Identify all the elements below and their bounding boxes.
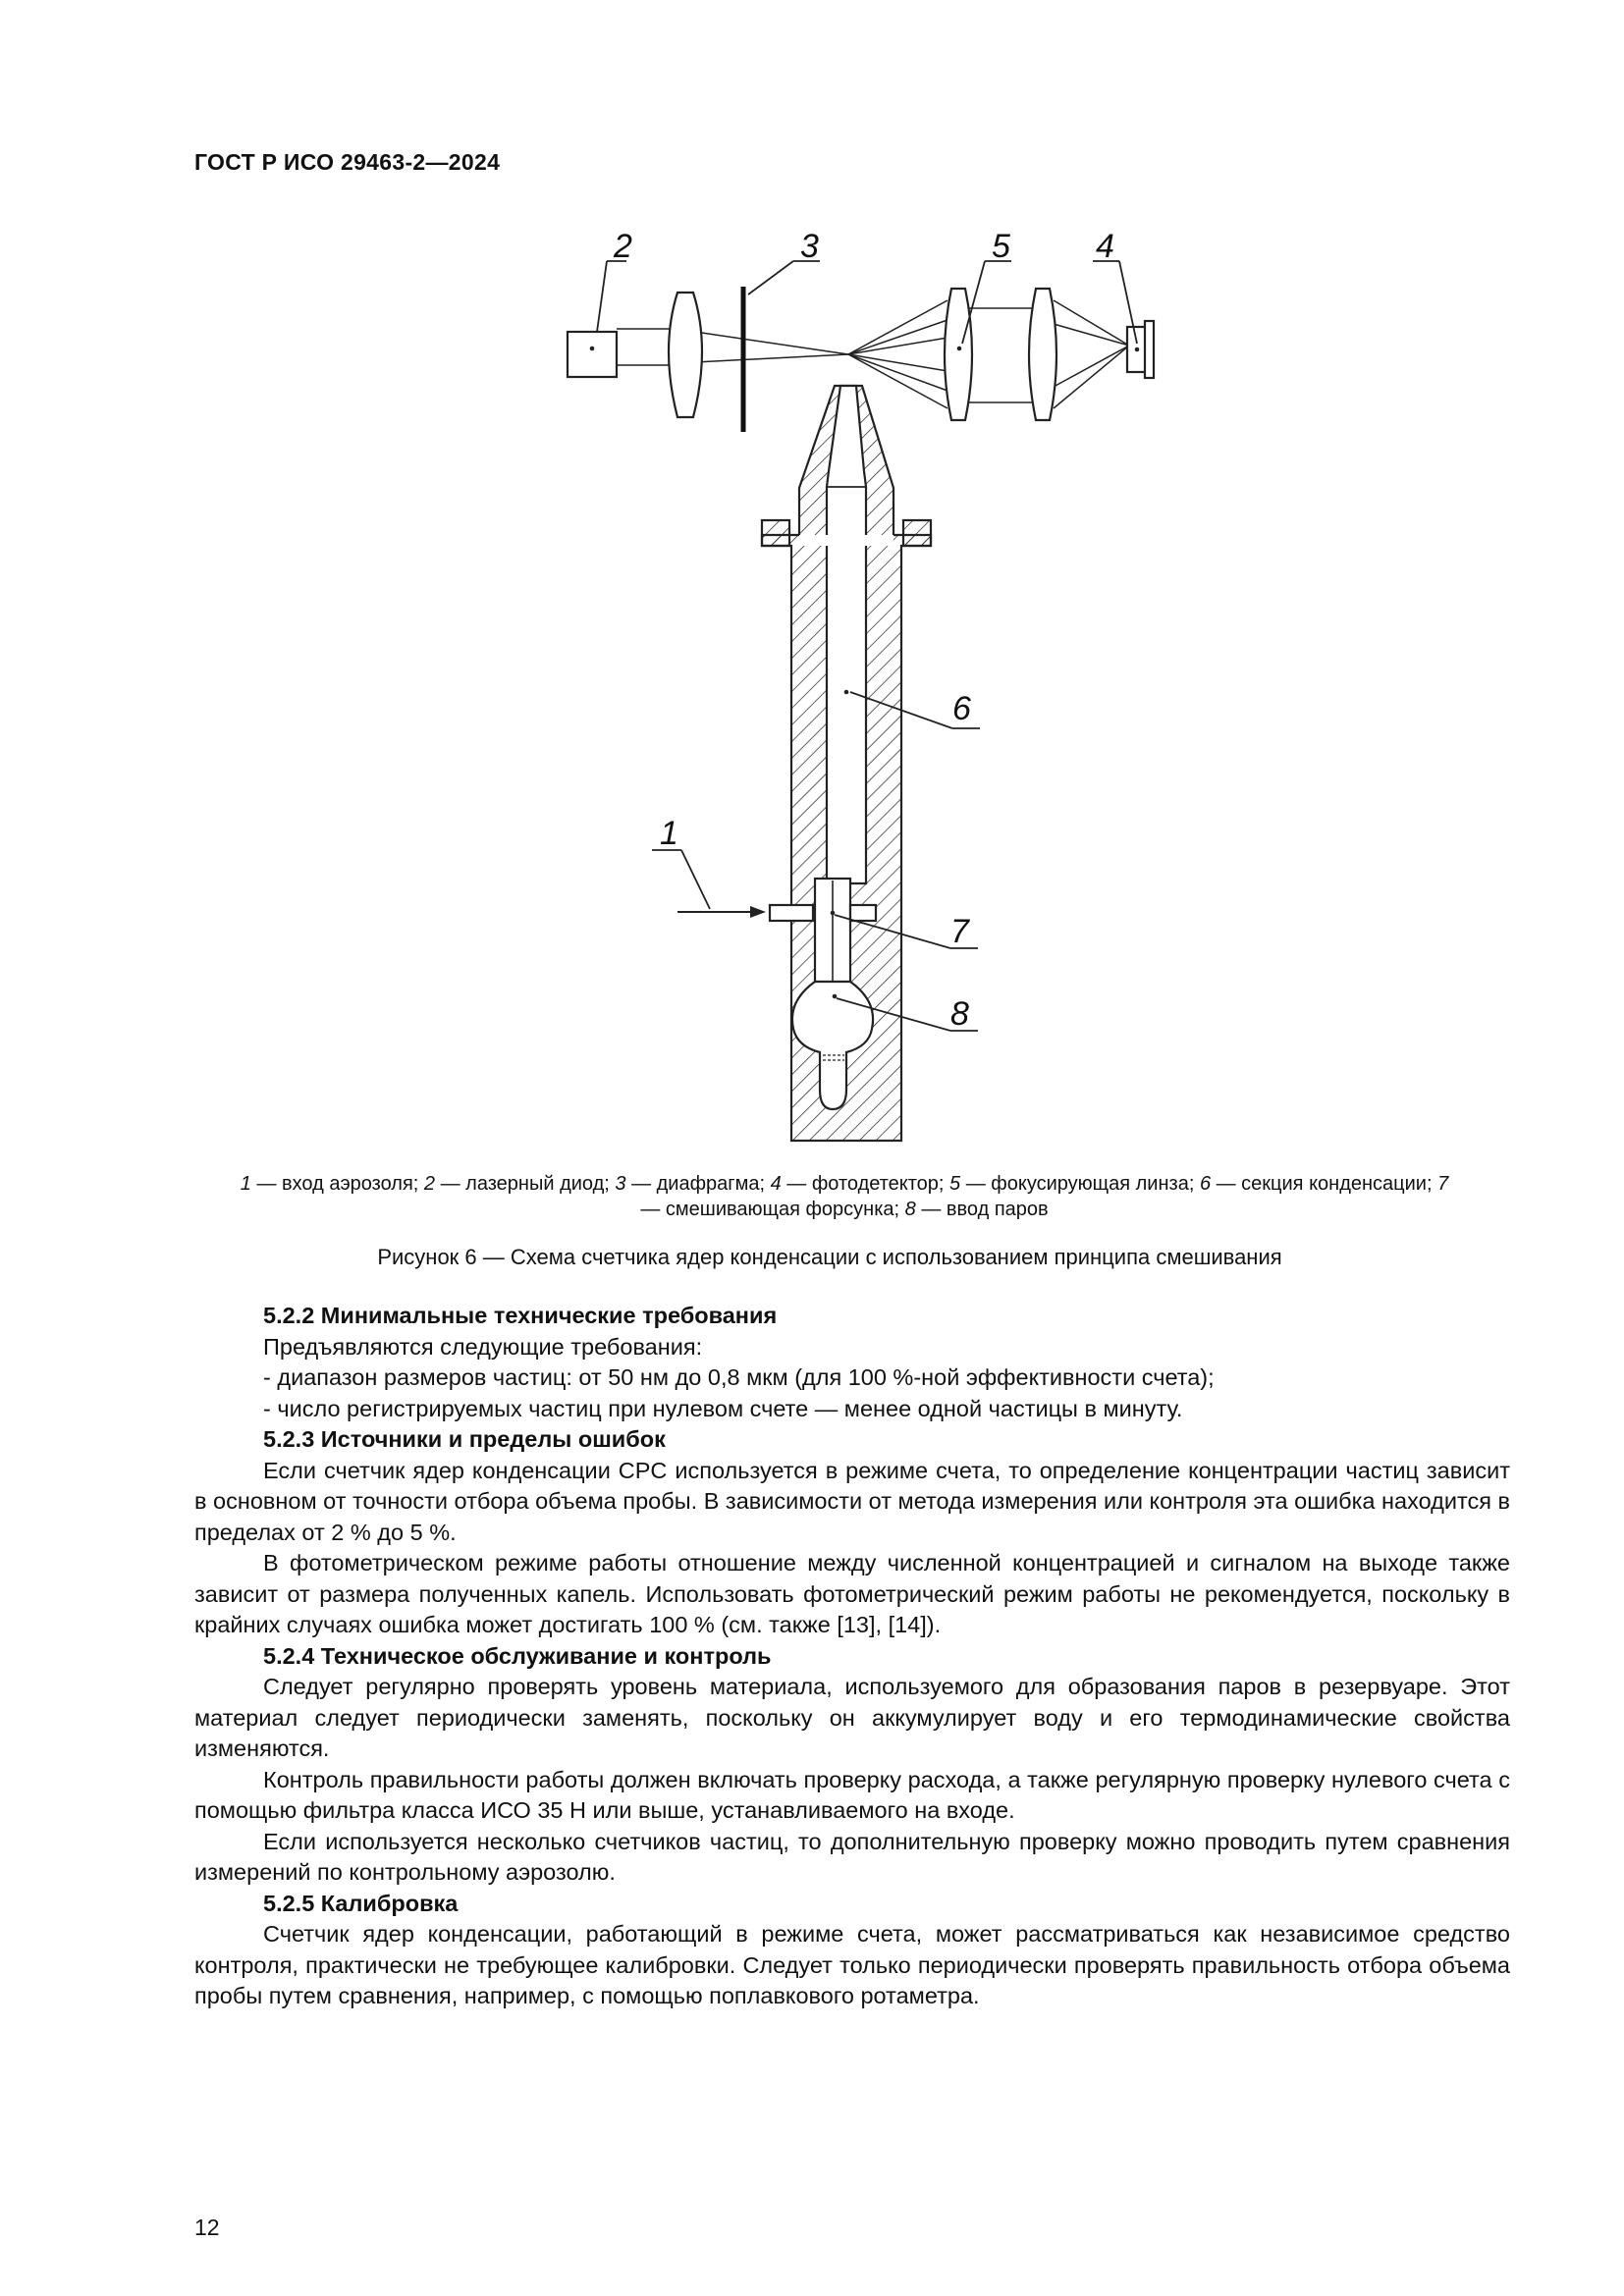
legend-item: 5 — фокусирующая линза; [949,1173,1200,1195]
photodetector [1127,321,1154,378]
paragraph: В фотометрическом режиме работы отношение между численной концентрацией и сигналом на выходе также зависит от размера полученных капель. Использовать фотометрический режим работы не рекомендуется, поскольку в крайних случаях ошибка может достигать 100 % (см. также [13], [14]). [194,1550,1510,1637]
legend-item: 2 — лазерный диод; [423,1173,616,1195]
legend-item: 7 — смешивающая форсунка; [640,1173,1449,1220]
label-2: 2 [614,228,632,265]
list-item: - диапазон размеров частиц: от 50 нм до 0,8 мкм (для 100 %-ной эффективности счета); [263,1364,1215,1390]
legend-item: 3 — диафрагма; [615,1173,771,1195]
laser-diode [568,332,617,377]
focusing-lens-marker [957,347,962,351]
section-heading-5-2-3: 5.2.3 Источники и пределы ошибок [263,1426,666,1452]
label-4: 4 [1096,228,1114,265]
document-body [194,1301,1510,2012]
paragraph: Счетчик ядер конденсации, работающий в режиме счета, может рассматриваться как независимое средство контроля, практически не требующее калибровки. Следует только периодически проверять правильность отбора объема пробы путем сравнения, например, с помощью поплавкового ротаметра. [194,1921,1510,2008]
paragraph: Предъявляются следующие требования: [263,1333,703,1360]
figure-legend [236,1171,1453,1222]
label-7: 7 [950,913,969,950]
paragraph: Контроль правильности работы должен включать проверку расхода, а также регулярную проверку нулевого счета с помощью фильтра класса ИСО 35 Н или выше, устанавливаемого на входе. [194,1766,1510,1823]
focusing-lens-back [1029,289,1056,420]
laser-lens [669,293,702,417]
list-item: - число регистрируемых частиц при нулевом счете — менее одной частицы в минуту. [263,1395,1183,1421]
label-8: 8 [950,995,969,1033]
paragraph: Если используется несколько счетчиков частиц, то дополнительную проверку можно проводить путем сравнения измерений по контрольному аэрозолю. [194,1828,1510,1885]
document-header: ГОСТ Р ИСО 29463-2—2024 [194,149,501,175]
figure-6-diagram [530,216,1237,1158]
label-1: 1 [660,815,678,852]
legend-item: 4 — фотодетектор; [770,1173,950,1195]
section-heading-5-2-5: 5.2.5 Калибровка [263,1890,459,1916]
legend-item: 6 — секция конденсации; [1199,1173,1438,1195]
paragraph: Следует регулярно проверять уровень материала, используемого для образования паров в резервуаре. Этот материал следует периодически заменять, поскольку он аккумулирует воду и его термодинамические свойства изменяются. [194,1674,1510,1761]
aerosol-inlet-arrow [677,906,766,918]
section-heading-5-2-4: 5.2.4 Техническое обслуживание и контроль [263,1642,772,1669]
label-5: 5 [992,228,1010,265]
label-3: 3 [800,228,819,265]
legend-item: 8 — ввод паров [904,1199,1049,1220]
page-number: 12 [194,2215,220,2240]
section-heading-5-2-2: 5.2.2 Минимальные технические требования [263,1303,778,1328]
condensation-marker [844,690,849,695]
figure-caption: Рисунок 6 — Схема счетчика ядер конденсации с использованием принципа смешивания [377,1245,1282,1269]
focusing-lens-front [945,289,972,420]
label-6: 6 [952,690,971,727]
paragraph: Если счетчик ядер конденсации CPC используется в режиме счета, то определение концентрации частиц зависит в основном от точности отбора объема пробы. В зависимости от метода измерения или контроля эта ошибка находится в пределах от 2 % до 5 %. [194,1457,1510,1545]
legend-item: 1 — вход аэрозоля; [240,1173,424,1195]
cpc-schematic [530,216,1237,1158]
